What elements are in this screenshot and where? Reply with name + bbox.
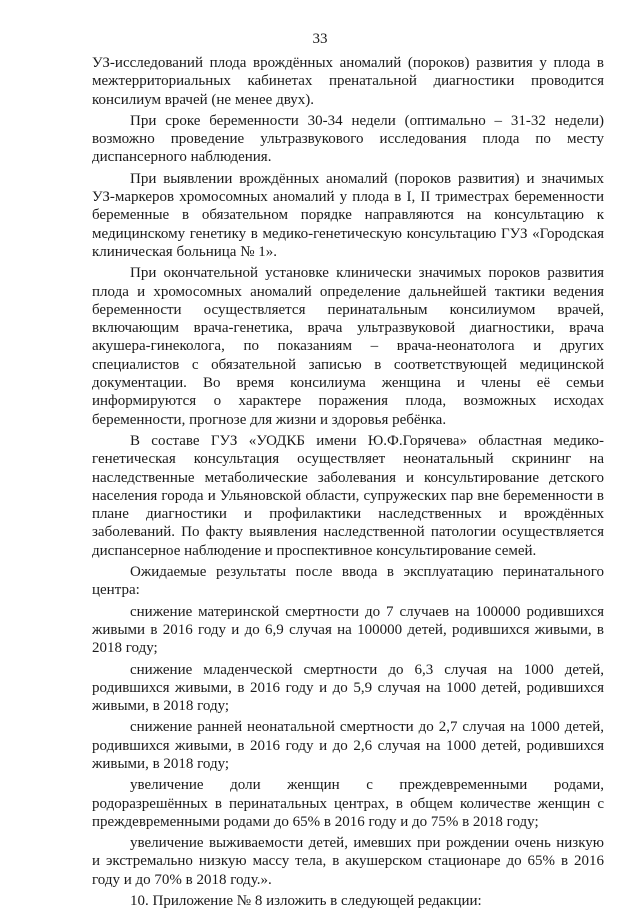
list-item-survival-low-weight: увеличение выживаемости детей, имевших при рождении очень низкую и экстремально низкую массу тела, в акушерском стационаре до 65% в 2016 году и до 70% в 2018 году.».	[92, 835, 604, 888]
paragraph-perinatal-consilium: При окончательной установке клинически значимых пороков развития плода и хромосомных аномалий определение дальнейшей тактики ведения беременности осуществляется перинатальным консилиумом врачей, включающим врача-генетика, врача ультразвуковой диагностики, врача акушера-гинеколога, по показаниям – врача-неонатолога и других специалистов с обязательной записью в соответствующей медицинской документации. Во время консилиума женщина и члены её семьи информируются о характере поражения плода, возможных исходах беременности, прогнозе для жизни и здоровья ребёнка.	[92, 265, 604, 428]
paragraph-ultrasound-consilium: УЗ-исследований плода врождённых аномалий (пороков) развития у плода в межтерриториальных кабинетах пренатальной диагностики проводится консилиум врачей (не менее двух).	[92, 55, 604, 108]
paragraph-genetic-consultation: В составе ГУЗ «УОДКБ имени Ю.Ф.Горячева» областная медико-генетическая консультация осуществляет неонатальный скрининг на наследственные метаболические заболевания и консультирование детского населения города и Ульяновской области, супружеских пар вне беременности в плане диагностики и профилактики наследственных и врождённых заболеваний. По факту выявления наследственной патологии осуществляется диспансерное наблюдение и проспективное консультирование семей.	[92, 432, 604, 559]
document-body	[92, 54, 604, 910]
paragraph-appendix-8: 10. Приложение № 8 изложить в следующей редакции:	[130, 893, 482, 910]
paragraph-expected-results: Ожидаемые результаты после ввода в эксплуатацию перинатального центра:	[92, 564, 604, 599]
list-item-infant-mortality: снижение младенческой смертности до 6,3 случая на 1000 детей, родившихся живыми, в 2016 году и до 5,9 случая на 1000 детей, родившихся живыми, в 2018 году;	[92, 661, 604, 715]
list-item-maternal-mortality: снижение материнской смертности до 7 случаев на 100000 родившихся живыми в 2016 году и до 6,9 случая на 100000 детей, родившихся живыми, в 2018 году;	[92, 603, 604, 657]
list-item-neonatal-mortality: снижение ранней неонатальной смертности до 2,7 случая на 1000 детей, родившихся живыми, в 2016 году и до 2,6 случая на 1000 детей, родившихся живыми, в 2018 году;	[92, 719, 604, 772]
page-number: 33	[312, 31, 328, 47]
paragraph-week-30-34: При сроке беременности 30-34 недели (оптимально – 31-32 недели) возможно проведение ультразвукового исследования плода по месту диспансерного наблюдения.	[92, 112, 604, 166]
paragraph-anomaly-referral: При выявлении врождённых аномалий (пороков развития) и значимых УЗ-маркеров хромосомных аномалий у плода в I, II триместрах беременности беременные в обязательном порядке направляются на консультацию к медицинскому генетику в медико-генетическую консультацию ГУЗ «Городская клиническая больница № 1».	[92, 170, 604, 260]
list-item-preterm-births: увеличение доли женщин с преждевременными родами, родоразрешённых в перинатальных центрах, в общем количестве женщин с преждевременными родами до 65% в 2016 году и до 75% в 2018 году;	[92, 777, 604, 830]
